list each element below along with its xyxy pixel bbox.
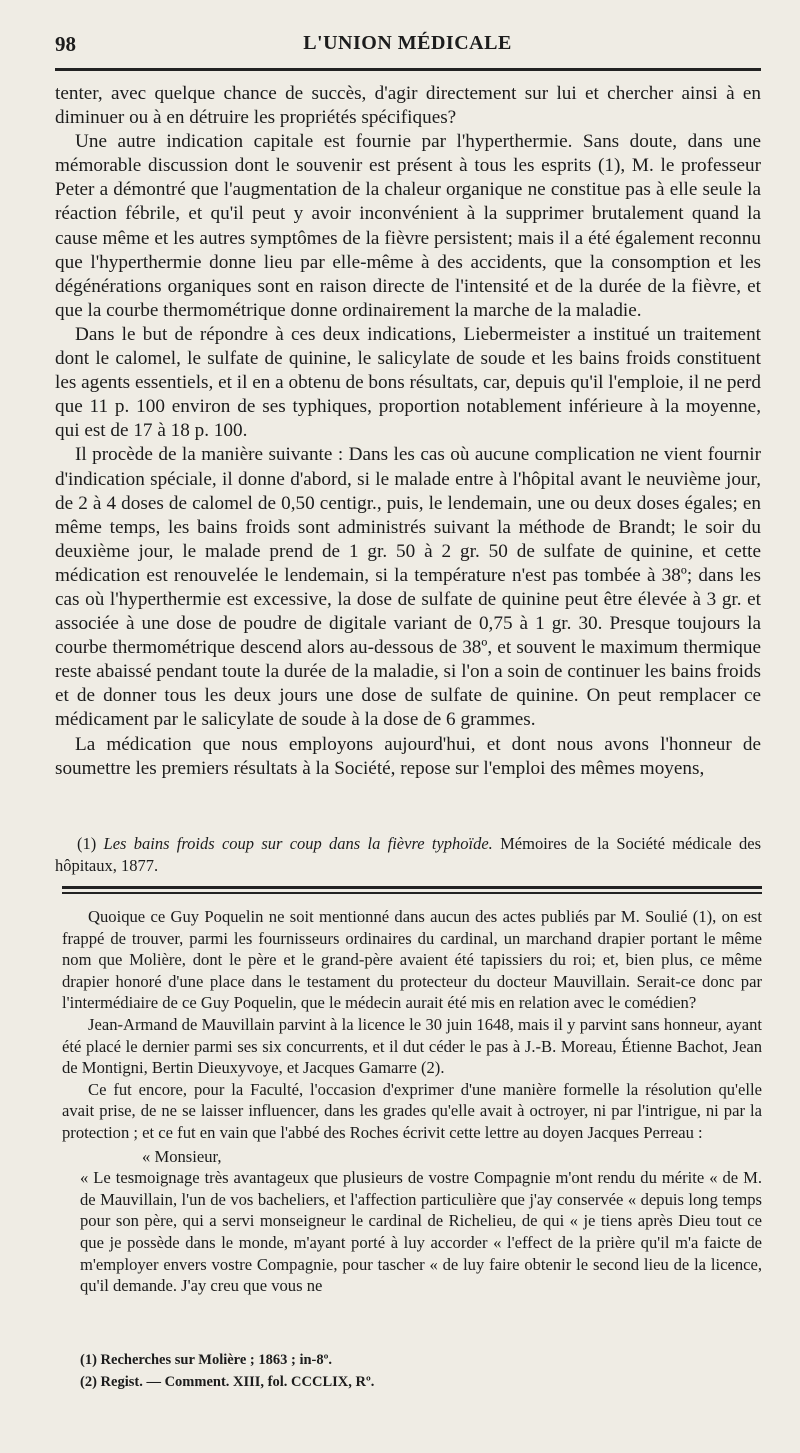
paragraph: Ce fut encore, pour la Faculté, l'occasion d'exprimer d'une manière formelle la résolution qu'elle avait prise, de ne se laisser influencer, dans les grades qu'elle avait à octroyer, ni par l'intrigue, ni par la protection ; et ce fut en vain que l'abbé des Roches écrivit cette lettre au doyen Jacques Perreau : xyxy=(62,1079,762,1142)
paragraph: tenter, avec quelque chance de succès, d'agir directement sur lui et chercher ainsi à en diminuer ou à en détruire les propriétés spécifiques? xyxy=(55,83,761,129)
letter-body: « Le tesmoignage très avantageux que plusieurs de vostre Compagnie m'ont rendu du mérite « de M. de Mauvillain, l'un de vos bacheliers, et l'affection particulière que j'ay conservée « depuis long temps pour son père, qui a servi monseigneur le cardinal de Richelieu, de qui « je tiens après Dieu tout ce que je possède dans le monde, m'ayant porté à luy accorder « l'effect de la prière qu'il m'a faicte de m'employer envers vostre Compagnie, pour tascher « de luy faire obtenir le second lieu de la licence, qu'il demande. J'ay creu que vous ne xyxy=(80,1168,762,1296)
header-rule xyxy=(55,68,761,71)
footnote-title: Les bains froids coup sur coup dans la fièvre typhoïde. xyxy=(103,834,493,853)
letter-greeting: « Monsieur, xyxy=(142,1146,222,1166)
paragraph: Jean-Armand de Mauvillain parvint à la licence le 30 juin 1648, mais il y parvint sans honneur, ayant été placé le dernier parmi ses six concurrents, et il dut céder le pas à J.-B. Moreau, Étienne Bachot, Jean de Montigni, Bertin Dieuxyvoye, et Jacques Gamarre (2). xyxy=(62,1014,762,1078)
paragraph: Dans le but de répondre à ces deux indications, Liebermeister a institué un traitement dont le calomel, le sulfate de quinine, le salicylate de soude et les bains froids constituent les agents essentiels, et il en a obtenu de bons résultats, car, depuis qu'il l'emploie, il ne perd que 11 p. 100 environ de ses typhiques, proportion notablement inférieure à la moyenne, qui est de 17 à 18 p. 100. xyxy=(55,323,761,442)
running-header xyxy=(55,28,760,62)
note: (2) Regist. — Comment. XIII, fol. CCCLIX, Rº. xyxy=(80,1374,375,1390)
page-number: 98 xyxy=(55,32,76,56)
feuilleton-section xyxy=(62,906,762,1297)
running-title: L'UNION MÉDICALE xyxy=(303,32,512,54)
paragraph: Il procède de la manière suivante : Dans les cas où aucune complication ne vient fournir d'indication spéciale, il donne d'abord, si le malade entre à l'hôpital avant le neuvième jour, de 2 à 4 doses de calomel de 0,50 centigr., puis, le lendemain, une ou deux doses égales; en même temps, les bains froids sont administrés suivant la méthode de Brandt; le soir du deuxième jour, le malade prend de 1 gr. 50 à 2 gr. 50 de sulfate de quinine, et cette médication est renouvelée le lendemain, si la température n'est pas tombée à 38º; dans les cas où l'hyperthermie est excessive, la dose de sulfate de quinine peut être élevée à 3 gr. et associée à une dose de poudre de digitale variant de 0,75 à 1 gr. 30. Presque toujours la courbe thermométrique descend alors au-dessous de 38º, et souvent le maximum thermique reste abaissé pendant toute la durée de la maladie, si l'on a soin de continuer les bains froids et de donner tous les deux jours une dose de sulfate de quinine. On peut remplacer ce médicament par le salicylate de soude à la dose de 6 grammes. xyxy=(55,444,761,731)
footnote-source: Mémoires de la Société médicale des hôpitaux, 1877. xyxy=(55,834,762,875)
footnote-marker: (1) xyxy=(77,834,97,853)
article-footnote xyxy=(55,833,761,876)
paragraph: Une autre indication capitale est fournie par l'hyperthermie. Sans doute, dans une mémorable discussion dont le souvenir est présent à tous les esprits (1), M. le professeur Peter a démontré que l'augmentation de la chaleur organique ne constitue pas à elle seule la réaction fébrile, et qu'il peut y avoir inconvénient à la supprimer brutalement quand la cause même et les autres symptômes de la fièvre persistent; mais il a été également reconnu que l'hyperthermie donne lieu par elle-même à des accidents, que la consomption et les dégénérations organiques sont en raison directe de l'intensité et de la durée de la fièvre, et que la courbe thermométrique donne ordinairement la marche de la maladie. xyxy=(55,131,761,321)
paragraph: La médication que nous employons aujourd'hui, et dont nous avons l'honneur de soumettre les premiers résultats à la Société, repose sur l'emploi des mêmes moyens, xyxy=(55,733,761,779)
feuilleton-notes xyxy=(80,1349,760,1393)
main-article xyxy=(55,82,761,781)
note: (1) Recherches sur Molière ; 1863 ; in-8º. xyxy=(80,1352,333,1368)
feuilleton-separator-top xyxy=(62,886,762,889)
feuilleton-separator-bottom xyxy=(62,892,762,894)
paragraph: Quoique ce Guy Poquelin ne soit mentionné dans aucun des actes publiés par M. Soulié (1), on est frappé de trouver, parmi les fournisseurs ordinaires du cardinal, un marchand drapier portant le même nom que Molière, dont le père et le grand-père avaient été tapissiers du roi; et, bien plus, ce même drapier honoré d'une place dans le testament du protecteur du docteur Mauvillain. Serait-ce donc par l'intermédiaire de ce Guy Poquelin, que le médecin aurait été mis en relation avec le comédien? xyxy=(62,907,762,1013)
